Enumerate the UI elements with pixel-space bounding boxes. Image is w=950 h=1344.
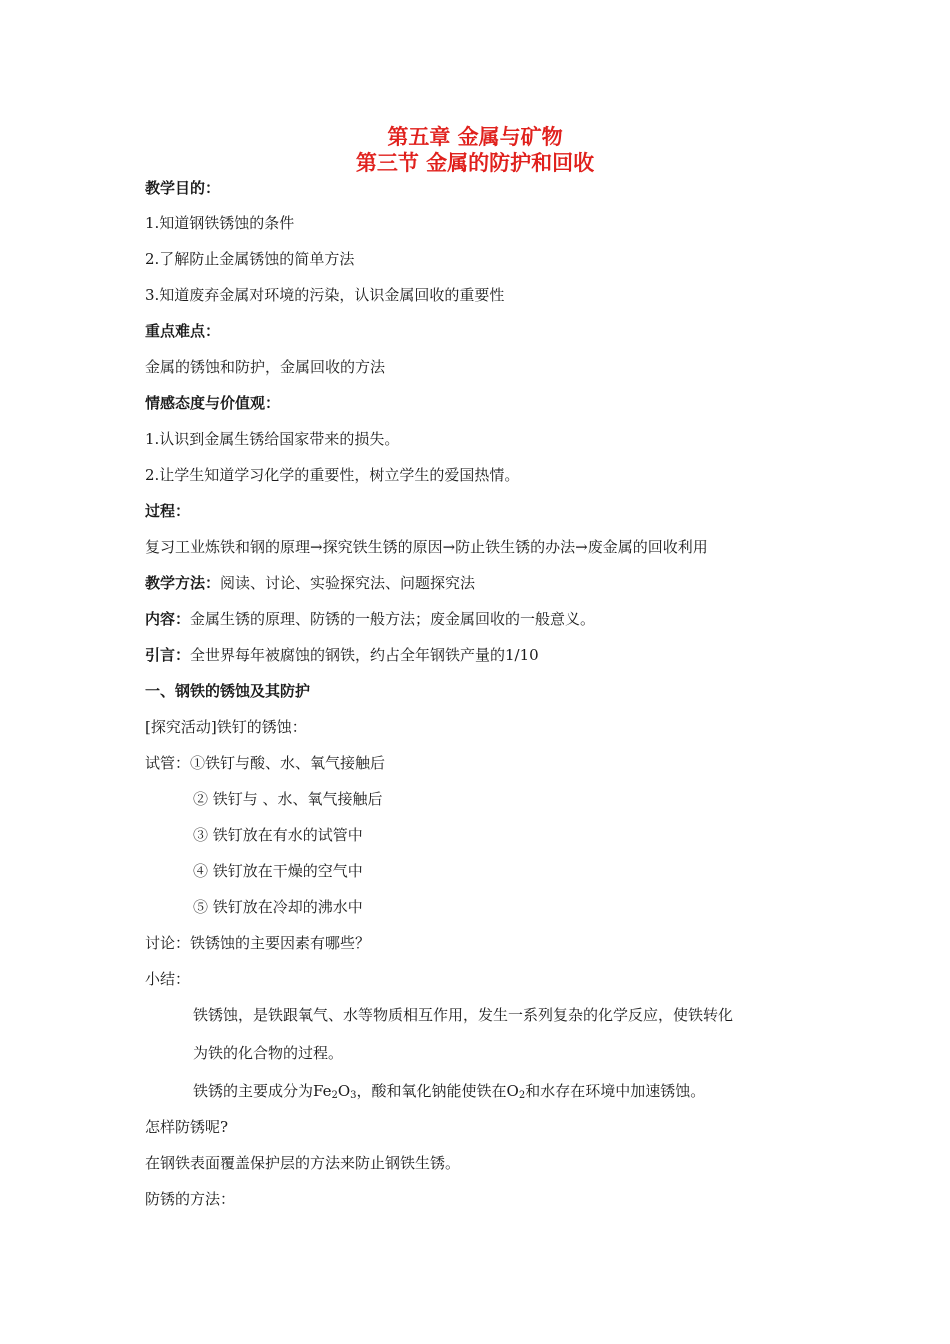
attitude-item: 2.让学生知道学习化学的重要性，树立学生的爱国热情。 (145, 466, 520, 484)
content-label: 内容： (145, 610, 191, 628)
how-question: 怎样防锈呢? (145, 1118, 229, 1136)
intro-line (145, 645, 539, 665)
tube-item: ①铁钉与酸、水、氧气接触后 (190, 754, 386, 772)
rust-text: ，酸和氧化钠能使铁在O (356, 1082, 519, 1100)
chapter-title: 第五章 金属与矿物 (387, 125, 563, 149)
section1-heading: 一、钢铁的锈蚀及其防护 (145, 682, 311, 700)
methods-heading: 防锈的方法： (145, 1190, 236, 1208)
rust-text: 和水存在环境中加速锈蚀。 (525, 1082, 706, 1100)
tube-line (145, 753, 385, 773)
summary-line: 铁锈蚀，是铁跟氧气、水等物质相互作用，发生一系列复杂的化学反应，使铁转化 (193, 1006, 734, 1024)
subscript: 2 (518, 1090, 526, 1101)
method-line (145, 573, 475, 593)
tube-item: ④ 铁钉放在干燥的空气中 (193, 862, 363, 880)
tube-item: ⑤ 铁钉放在冷却的沸水中 (193, 898, 363, 916)
summary-line: 为铁的化合物的过程。 (193, 1044, 344, 1062)
objectives-heading: 教学目的： (145, 179, 221, 197)
process-heading: 过程： (145, 502, 191, 520)
objective-item: 2.了解防止金属锈蚀的简单方法 (145, 250, 355, 268)
method-text: 阅读、讨论、实验探究法、问题探究法 (220, 574, 476, 592)
attitude-item: 1.认识到金属生锈给国家带来的损失。 (145, 430, 400, 448)
key-points-heading: 重点难点： (145, 322, 221, 340)
intro-text: 全世界每年被腐蚀的钢铁，约占全年钢铁产量的1/10 (190, 646, 539, 664)
tube-item: ② 铁钉与 、水、氧气接触后 (193, 790, 383, 808)
content-line (145, 609, 595, 629)
rust-text: O (337, 1082, 351, 1100)
rust-text: 铁锈的主要成分为Fe (193, 1082, 332, 1100)
objective-item: 3.知道废弃金属对环境的污染，认识金属回收的重要性 (145, 286, 505, 304)
discussion-text: 讨论：铁锈蚀的主要因素有哪些？ (145, 934, 371, 952)
activity-text: [探究活动]铁钉的锈蚀： (145, 718, 307, 736)
attitude-heading: 情感态度与价值观： (145, 394, 281, 412)
method-label: 教学方法： (145, 574, 221, 592)
intro-label: 引言： (145, 646, 191, 664)
objective-item: 1.知道钢铁锈蚀的条件 (145, 214, 295, 232)
section-title: 第三节 金属的防护和回收 (355, 151, 595, 175)
tubes-label: 试管： (145, 754, 191, 772)
process-text: 复习工业炼铁和钢的原理→探究铁生锈的原因→防止铁生锈的办法→废金属的回收利用 (145, 538, 708, 556)
subscript: 2 (331, 1090, 338, 1101)
key-points-text: 金属的锈蚀和防护，金属回收的方法 (145, 358, 386, 376)
answer-text: 在钢铁表面覆盖保护层的方法来防止钢铁生锈。 (145, 1154, 461, 1172)
tube-item: ③ 铁钉放在有水的试管中 (193, 826, 363, 844)
summary-label: 小结： (145, 970, 191, 988)
subscript: 3 (350, 1090, 357, 1101)
content-text: 金属生锈的原理、防锈的一般方法；废金属回收的一般意义。 (190, 610, 596, 628)
rust-composition (193, 1081, 705, 1101)
